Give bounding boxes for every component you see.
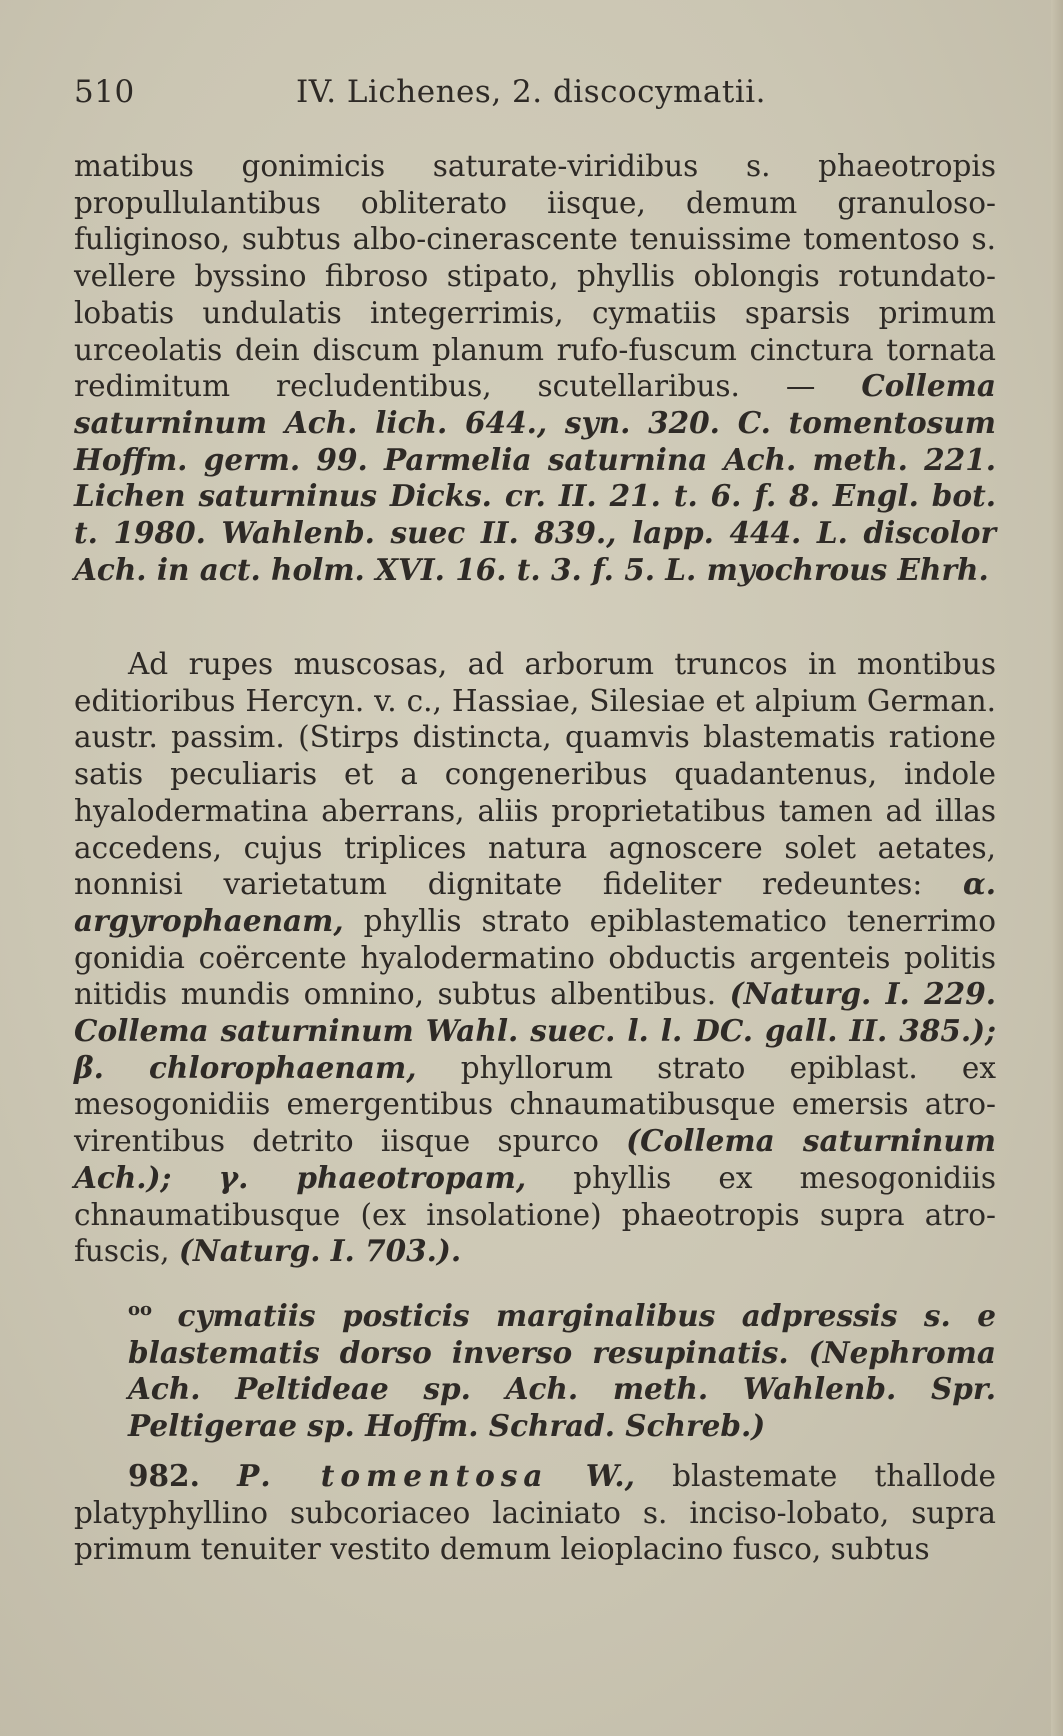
paragraph-habitat xyxy=(74,646,996,1270)
variety-alpha-description: phyllis strato epiblastematico tenerrimo gonidia coërcente hyalodermatino obductis argenteis politis nitidis mundis omnino, subtus albentibus. xyxy=(74,903,996,1012)
species-name: P. tomentosa xyxy=(237,1458,549,1493)
habitat-text: Ad rupes muscosas, ad arborum truncos in montibus editioribus Hercyn. v. c., Hassiae, Silesiae et alpium German. austr. passim. (Stirps distincta, quamvis blastematis ratione satis peculiaris et a congeneribus quadantenus, indole hyalodermatina aberrans, aliis proprietatibus tamen ad illas accedens, cujus triplices natura agnoscere solet aetates, nonnisi varietatum dignitate fideliter redeuntes: xyxy=(74,647,996,902)
page-spine-shadow xyxy=(1051,0,1063,1736)
description-text: matibus gonimicis saturate-viridibus s. phaeotropis propullulantibus obliterato iisque, demum granuloso-fuliginoso, subtus albo-cinerascente tenuissime tomentoso s. vellere byssino fibroso stipato, phyllis oblongis rotundato-lobatis undulatis integerrimis, cymatiis sparsis primum urceolatis dein discum planum rufo-fuscum cinctura tornata redimitum recludentibus, scutellaribus. — xyxy=(74,149,996,404)
variety-alpha-citation: (Naturg. I. 229. Collema saturninum Wahl. suec. l. l. DC. gall. II. 385.); xyxy=(74,976,996,1049)
section-mark: oo xyxy=(128,1299,153,1320)
synonymy-citations: Collema saturninum Ach. lich. 644., syn. 320. C. tomentosum Hoffm. germ. 99. Parmelia saturnina Ach. meth. 221. Lichen saturninus Dicks. cr. II. 21. t. 6. f. 8. Engl. bot. t. 1980. Wahlenb. suec II. 839., lapp. 444. L. discolor Ach. in act. holm. XVI. 16. t. 3. f. 5. L. myochrous Ehrh. xyxy=(74,368,996,587)
section-diagnosis-text: cymatiis posticis marginalibus adpressis s. e blastematis dorso inverso resupinatis. (Nephroma Ach. Peltideae sp. Ach. meth. Wahlenb. Spr. Peltigerae sp. Hoffm. Schrad. Schreb.) xyxy=(128,1297,996,1443)
paragraph-description xyxy=(74,148,996,588)
species-author: W., xyxy=(585,1458,635,1493)
variety-gamma-citation: (Naturg. I. 703.). xyxy=(178,1233,462,1269)
variety-beta: β. chlorophaenam, xyxy=(74,1049,417,1085)
species-description: blastemate thallode platyphyllino subcoriaceo laciniato s. inciso-lobato, supra primum tenuiter vestito demum leioplacino fusco, subtus xyxy=(74,1459,996,1567)
running-head-title: IV. Lichenes, 2. discocymatii. xyxy=(296,74,767,110)
paragraph-species-entry xyxy=(74,1458,996,1568)
page-number: 510 xyxy=(74,74,135,110)
variety-gamma-description: phyllis ex mesogonidiis chnaumatibusque (ex insolatione) phaeotropis supra atro-fuscis, xyxy=(74,1160,996,1269)
running-header xyxy=(74,74,994,114)
paragraph-section-diagnosis xyxy=(128,1292,996,1445)
variety-alpha: α. argyrophaenam, xyxy=(74,866,996,938)
variety-beta-citation: (Collema saturninum Ach.); xyxy=(74,1123,996,1195)
variety-beta-description: phyllorum strato epiblast. ex mesogonidiis emergentibus chnaumatibusque emersis atro-virentibus detrito iisque spurco xyxy=(74,1050,996,1159)
variety-gamma: γ. phaeotropam, xyxy=(218,1159,527,1195)
species-number: 982. xyxy=(128,1458,200,1493)
